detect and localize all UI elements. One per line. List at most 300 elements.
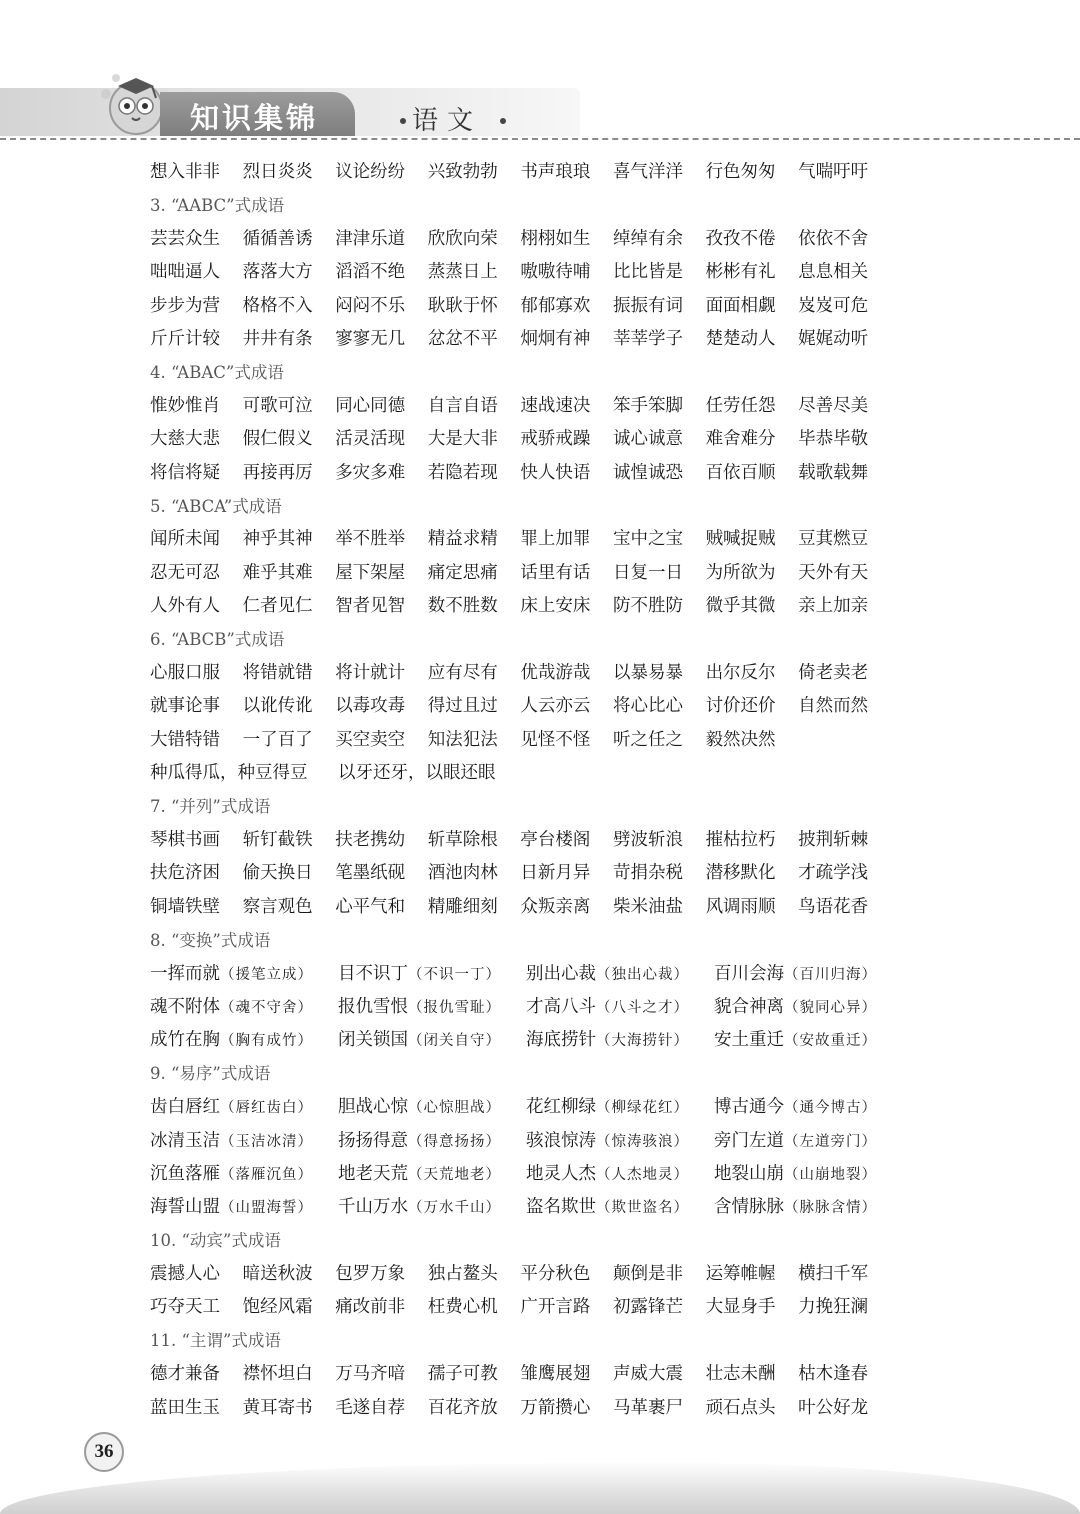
idiom: 报仇雪恨 bbox=[338, 996, 408, 1017]
idiom: 初露锋芒 bbox=[612, 1297, 683, 1318]
idiom-variant: （万水千山） bbox=[408, 1200, 501, 1217]
idiom-row bbox=[150, 1389, 1050, 1422]
header-subject: 语文 bbox=[412, 106, 483, 136]
idiom: 海底捞针 bbox=[526, 1030, 596, 1051]
idiom-row bbox=[150, 288, 1050, 321]
idiom-pair bbox=[526, 960, 714, 985]
idiom-variant: （左道旁门） bbox=[784, 1133, 877, 1150]
idiom: 书声琅琅 bbox=[520, 162, 591, 183]
idiom: 孜孜不倦 bbox=[705, 228, 776, 249]
idiom: 床上安床 bbox=[520, 596, 591, 617]
idiom: 以讹传讹 bbox=[242, 696, 313, 717]
idiom: 扶危济困 bbox=[150, 863, 220, 884]
idiom-variant: （独出心裁） bbox=[596, 966, 689, 983]
idiom: 豆萁燃豆 bbox=[798, 529, 869, 550]
idiom: 难乎其难 bbox=[242, 562, 313, 583]
idiom: 沉鱼落雁 bbox=[150, 1163, 220, 1184]
section-heading: 7. “并列”式成语 bbox=[150, 797, 271, 817]
idiom: 盗名欺世 bbox=[526, 1197, 596, 1218]
idiom: 仁者见仁 bbox=[242, 596, 313, 617]
idiom: 津津乐道 bbox=[335, 228, 406, 249]
idiom: 骇浪惊涛 bbox=[526, 1130, 596, 1151]
idiom: 郁郁寡欢 bbox=[520, 295, 591, 316]
idiom: 格格不入 bbox=[242, 295, 313, 316]
idiom-row bbox=[150, 1122, 1050, 1155]
idiom: 人外有人 bbox=[150, 596, 220, 617]
idiom: 芸芸众生 bbox=[150, 228, 220, 249]
idiom: 再接再厉 bbox=[242, 462, 313, 483]
idiom: 活灵活现 bbox=[335, 429, 406, 450]
idiom-row bbox=[150, 1289, 1050, 1322]
idiom: 孺子可教 bbox=[427, 1364, 498, 1385]
idiom: 蓝田生玉 bbox=[150, 1397, 220, 1418]
idiom-variant: （百川归海） bbox=[784, 966, 877, 983]
idiom: 忿忿不平 bbox=[427, 329, 498, 350]
idiom: 可歌可泣 bbox=[242, 395, 313, 416]
idiom: 偷天换日 bbox=[242, 863, 313, 884]
idiom: 地灵人杰 bbox=[526, 1163, 596, 1184]
idiom-variant: （脉脉含情） bbox=[784, 1200, 877, 1217]
idiom: 摧枯拉朽 bbox=[705, 830, 776, 850]
idiom: 胆战心惊 bbox=[338, 1097, 408, 1118]
idiom: 智者见智 bbox=[335, 596, 406, 617]
idiom-row bbox=[150, 1089, 1050, 1122]
idiom: 披荆斩棘 bbox=[798, 830, 869, 850]
idiom: 气喘吁吁 bbox=[798, 162, 869, 183]
idiom-pair bbox=[338, 1026, 526, 1051]
section-heading: 3. “AABC”式成语 bbox=[150, 196, 285, 216]
idiom-pair bbox=[526, 1193, 714, 1218]
idiom: 载歌载舞 bbox=[798, 462, 869, 483]
idiom: 日复一日 bbox=[612, 562, 683, 583]
idiom-row bbox=[150, 388, 1050, 421]
idiom-pair bbox=[150, 960, 338, 985]
idiom: 扶老携幼 bbox=[335, 830, 406, 850]
idiom: 黄耳寄书 bbox=[242, 1397, 313, 1418]
idiom: 贼喊捉贼 bbox=[705, 529, 776, 550]
idiom: 速战速决 bbox=[520, 395, 591, 416]
idiom-variant: （人杰地灵） bbox=[596, 1166, 689, 1183]
idiom: 自言自语 bbox=[427, 395, 498, 416]
idiom: 应有尽有 bbox=[427, 663, 498, 684]
idiom-pair bbox=[526, 1026, 714, 1051]
idiom: 大慈大悲 bbox=[150, 429, 220, 450]
idiom: 诚惶诚恐 bbox=[612, 462, 683, 483]
idiom: 罪上加罪 bbox=[520, 529, 591, 550]
idiom-row bbox=[150, 455, 1050, 488]
idiom: 襟怀坦白 bbox=[242, 1364, 313, 1385]
idiom: 息息相关 bbox=[798, 262, 869, 283]
idiom-row bbox=[150, 321, 1050, 354]
idiom: 花红柳绿 bbox=[526, 1097, 596, 1118]
idiom: 鸟语花香 bbox=[798, 896, 869, 917]
idiom: 雏鹰展翅 bbox=[520, 1364, 591, 1385]
idiom-row bbox=[150, 989, 1050, 1022]
idiom-row bbox=[150, 521, 1050, 554]
idiom: 行色匆匆 bbox=[705, 162, 776, 183]
idiom-variant: （魂不守舍） bbox=[220, 999, 313, 1016]
idiom: 莘莘学子 bbox=[612, 329, 683, 350]
header-dot bbox=[400, 118, 406, 124]
idiom-pair bbox=[714, 1093, 902, 1118]
idiom-row bbox=[150, 221, 1050, 254]
idiom-row bbox=[150, 555, 1050, 588]
idiom: 枯木逢春 bbox=[798, 1364, 869, 1385]
idiom: 举不胜举 bbox=[335, 529, 406, 550]
idiom-variant: （闭关自守） bbox=[408, 1033, 501, 1050]
idiom: 扬扬得意 bbox=[338, 1130, 408, 1151]
idiom: 斩钉截铁 bbox=[242, 830, 313, 850]
page-header bbox=[0, 0, 1080, 150]
idiom: 大显身手 bbox=[705, 1297, 776, 1318]
idiom: 将心比心 bbox=[612, 696, 683, 717]
section-heading: 10. “动宾”式成语 bbox=[150, 1231, 281, 1251]
idiom: 海誓山盟 bbox=[150, 1197, 220, 1218]
idiom-pair bbox=[150, 1160, 338, 1185]
idiom: 难舍难分 bbox=[705, 429, 776, 450]
idiom: 井井有条 bbox=[242, 329, 313, 350]
idiom: 才高八斗 bbox=[526, 996, 596, 1017]
idiom: 百花齐放 bbox=[427, 1397, 498, 1418]
idiom: 绰绰有余 bbox=[612, 228, 683, 249]
idiom: 讨价还价 bbox=[705, 696, 776, 717]
idiom: 屋下架屋 bbox=[335, 562, 406, 583]
idiom-variant: （通今博古） bbox=[784, 1100, 877, 1117]
idiom: 神乎其神 bbox=[242, 529, 313, 550]
idiom-row bbox=[150, 154, 1050, 187]
idiom: 痛定思痛 bbox=[427, 562, 498, 583]
idiom-pair bbox=[338, 1127, 526, 1152]
idiom: 振振有词 bbox=[612, 295, 683, 316]
idiom: 大错特错 bbox=[150, 729, 220, 750]
idiom: 柴米油盐 bbox=[612, 896, 683, 917]
idiom-variant: （心惊胆战） bbox=[408, 1100, 501, 1117]
idiom-variant: （柳绿花红） bbox=[596, 1100, 689, 1117]
idiom: 微乎其微 bbox=[705, 596, 776, 617]
section-heading: 6. “ABCB”式成语 bbox=[150, 630, 285, 650]
idiom-pair bbox=[150, 1026, 338, 1051]
idiom-variant: （欺世盗名） bbox=[596, 1200, 689, 1217]
header-dot bbox=[500, 118, 506, 124]
idiom-variant: （山崩地裂） bbox=[784, 1166, 877, 1183]
idiom: 目不识丁 bbox=[338, 963, 408, 984]
idiom-pair bbox=[150, 993, 338, 1018]
idiom: 忍无可忍 bbox=[150, 562, 220, 583]
idiom-row bbox=[150, 655, 1050, 688]
idiom: 风调雨顺 bbox=[705, 896, 776, 917]
idiom-content bbox=[150, 154, 1050, 1423]
idiom: 心服口服 bbox=[150, 663, 220, 684]
idiom: 若隐若现 bbox=[427, 462, 498, 483]
idiom: 毅然决然 bbox=[705, 729, 776, 750]
idiom-pair bbox=[338, 960, 526, 985]
idiom-variant: （不识一丁） bbox=[408, 966, 501, 983]
idiom: 潜移默化 bbox=[705, 863, 776, 884]
idiom: 成竹在胸 bbox=[150, 1030, 220, 1051]
idiom: 一挥而就 bbox=[150, 963, 220, 984]
idiom: 声威大震 bbox=[612, 1364, 683, 1385]
idiom: 宝中之宝 bbox=[612, 529, 683, 550]
idiom-variant: （报仇雪耻） bbox=[408, 999, 501, 1016]
idiom: 苛捐杂税 bbox=[612, 863, 683, 884]
idiom-row bbox=[150, 1356, 1050, 1389]
idiom: 以暴易暴 bbox=[612, 663, 683, 684]
idiom: 德才兼备 bbox=[150, 1364, 220, 1385]
idiom: 颠倒是非 bbox=[612, 1264, 683, 1285]
idiom: 魂不附体 bbox=[150, 996, 220, 1017]
idiom: 心平气和 bbox=[335, 896, 406, 917]
idiom: 楚楚动人 bbox=[705, 329, 776, 350]
idiom-pair bbox=[714, 1127, 902, 1152]
idiom: 万箭攒心 bbox=[520, 1397, 591, 1418]
idiom-pair bbox=[526, 1093, 714, 1118]
header-dashed-divider bbox=[0, 138, 1080, 140]
idiom: 平分秋色 bbox=[520, 1264, 591, 1285]
idiom: 惟妙惟肖 bbox=[150, 395, 220, 416]
idiom: 笨手笨脚 bbox=[612, 395, 683, 416]
idiom-row bbox=[150, 254, 1050, 287]
idiom: 独占鳌头 bbox=[427, 1264, 498, 1285]
idiom-row bbox=[150, 1189, 1050, 1222]
idiom: 闭关锁国 bbox=[338, 1030, 408, 1051]
idiom: 巧夺天工 bbox=[150, 1297, 220, 1318]
idiom: 步步为营 bbox=[150, 295, 220, 316]
idiom-variant: （落雁沉鱼） bbox=[220, 1166, 313, 1183]
idiom: 琴棋书画 bbox=[150, 830, 220, 850]
idiom-pair bbox=[338, 1160, 526, 1185]
idiom-pair bbox=[150, 1093, 338, 1118]
idiom: 大是大非 bbox=[427, 429, 498, 450]
idiom: 快人快语 bbox=[520, 462, 591, 483]
idiom: 比比皆是 bbox=[612, 262, 683, 283]
idiom: 戒骄戒躁 bbox=[520, 429, 591, 450]
idiom: 咄咄逼人 bbox=[150, 262, 220, 283]
idiom: 欣欣向荣 bbox=[427, 228, 498, 249]
idiom: 想入非非 bbox=[150, 162, 220, 183]
idiom: 诚心诚意 bbox=[612, 429, 683, 450]
idiom-row bbox=[150, 588, 1050, 621]
idiom: 痛改前非 bbox=[335, 1297, 406, 1318]
idiom: 栩栩如生 bbox=[520, 228, 591, 249]
idiom: 人云亦云 bbox=[520, 696, 591, 717]
idiom: 毕恭毕敬 bbox=[798, 429, 869, 450]
idiom: 千山万水 bbox=[338, 1197, 408, 1218]
idiom: 喜气洋洋 bbox=[612, 162, 683, 183]
idiom: 精雕细刻 bbox=[427, 896, 498, 917]
idiom: 烈日炎炎 bbox=[242, 162, 313, 183]
idiom-pair bbox=[150, 1193, 338, 1218]
idiom: 优哉游哉 bbox=[520, 663, 591, 684]
idiom: 博古通今 bbox=[714, 1097, 784, 1118]
idiom: 闷闷不乐 bbox=[335, 295, 406, 316]
idiom: 滔滔不绝 bbox=[335, 262, 406, 283]
idiom: 地老天荒 bbox=[338, 1163, 408, 1184]
idiom: 见怪不怪 bbox=[520, 729, 591, 750]
idiom: 尽善尽美 bbox=[798, 395, 869, 416]
idiom-variant: （天荒地老） bbox=[408, 1166, 501, 1183]
idiom: 众叛亲离 bbox=[520, 896, 591, 917]
idiom: 多灾多难 bbox=[335, 462, 406, 483]
idiom-row bbox=[150, 421, 1050, 454]
idiom: 横扫千军 bbox=[798, 1264, 869, 1285]
idiom: 毛遂自荐 bbox=[335, 1397, 406, 1418]
idiom: 耿耿于怀 bbox=[427, 295, 498, 316]
page-number: 36 bbox=[84, 1432, 124, 1472]
idiom: 彬彬有礼 bbox=[705, 262, 776, 283]
idiom: 日新月异 bbox=[520, 863, 591, 884]
idiom: 蒸蒸日上 bbox=[427, 262, 498, 283]
idiom-row bbox=[150, 889, 1050, 922]
idiom: 壮志未酬 bbox=[705, 1364, 776, 1385]
idiom: 得过且过 bbox=[427, 696, 498, 717]
idiom-pair bbox=[338, 1093, 526, 1118]
idiom: 假仁假义 bbox=[242, 429, 313, 450]
section-heading: 11. “主谓”式成语 bbox=[150, 1331, 281, 1351]
idiom: 力挽狂澜 bbox=[798, 1297, 869, 1318]
section-heading: 5. “ABCA”式成语 bbox=[150, 496, 282, 516]
idiom: 议论纷纷 bbox=[335, 162, 406, 183]
idiom: 同心同德 bbox=[335, 395, 406, 416]
idiom-variant: （胸有成竹） bbox=[220, 1033, 313, 1050]
idiom: 安土重迁 bbox=[714, 1030, 784, 1051]
idiom: 地裂山崩 bbox=[714, 1163, 784, 1184]
idiom: 才疏学浅 bbox=[798, 863, 869, 884]
idiom: 酒池肉林 bbox=[427, 863, 498, 884]
idiom: 貌合神离 bbox=[714, 996, 784, 1017]
idiom: 闻所未闻 bbox=[150, 529, 220, 550]
idiom: 兴致勃勃 bbox=[427, 162, 498, 183]
idiom: 倚老卖老 bbox=[798, 663, 869, 684]
idiom-variant: （唇红齿白） bbox=[220, 1100, 313, 1117]
idiom: 话里有话 bbox=[520, 562, 591, 583]
idiom-pair bbox=[714, 1160, 902, 1185]
idiom-row bbox=[150, 755, 1050, 788]
idiom-row bbox=[150, 955, 1050, 988]
idiom: 知法犯法 bbox=[427, 729, 498, 750]
idiom-row bbox=[150, 1256, 1050, 1289]
idiom: 听之任之 bbox=[612, 729, 683, 750]
idiom-variant: （援笔立成） bbox=[220, 966, 313, 983]
idiom: 铜墙铁壁 bbox=[150, 896, 220, 917]
idiom: 广开言路 bbox=[520, 1297, 591, 1318]
idiom: 百依百顺 bbox=[705, 462, 776, 483]
idiom: 循循善诱 bbox=[242, 228, 313, 249]
idiom: 顽石点头 bbox=[705, 1397, 776, 1418]
idiom: 别出心裁 bbox=[526, 963, 596, 984]
idiom: 察言观色 bbox=[242, 896, 313, 917]
idiom: 暗送秋波 bbox=[242, 1264, 313, 1285]
idiom-pair bbox=[714, 993, 902, 1018]
idiom-pair bbox=[338, 1193, 526, 1218]
idiom: 叶公好龙 bbox=[798, 1397, 869, 1418]
idiom: 亲上加亲 bbox=[798, 596, 869, 617]
idiom: 种瓜得瓜，种豆得豆 bbox=[150, 763, 308, 784]
idiom: 冰清玉洁 bbox=[150, 1130, 220, 1151]
idiom: 为所欲为 bbox=[705, 562, 776, 583]
idiom-pair bbox=[714, 1026, 902, 1051]
idiom-row bbox=[150, 722, 1050, 755]
idiom: 寥寥无几 bbox=[335, 329, 406, 350]
header-title: 知识集锦 bbox=[190, 101, 319, 135]
idiom: 以牙还牙，以眼还眼 bbox=[338, 763, 496, 784]
idiom-variant: （大海捞针） bbox=[596, 1033, 689, 1050]
idiom-row bbox=[150, 822, 1050, 855]
idiom-variant: （得意扬扬） bbox=[408, 1133, 501, 1150]
idiom: 岌岌可危 bbox=[798, 295, 869, 316]
idiom: 一了百了 bbox=[242, 729, 313, 750]
idiom: 万马齐喑 bbox=[335, 1364, 406, 1385]
idiom: 将信将疑 bbox=[150, 462, 220, 483]
idiom: 数不胜数 bbox=[427, 596, 498, 617]
idiom: 将错就错 bbox=[242, 663, 313, 684]
idiom-variant: （惊涛骇浪） bbox=[596, 1133, 689, 1150]
section-heading: 8. “变换”式成语 bbox=[150, 930, 271, 950]
idiom: 枉费心机 bbox=[427, 1297, 498, 1318]
idiom: 落落大方 bbox=[242, 262, 313, 283]
idiom: 任劳任怨 bbox=[705, 395, 776, 416]
idiom: 包罗万象 bbox=[335, 1264, 406, 1285]
idiom: 面面相觑 bbox=[705, 295, 776, 316]
idiom-pair bbox=[526, 1160, 714, 1185]
idiom: 笔墨纸砚 bbox=[335, 863, 406, 884]
idiom: 自然而然 bbox=[798, 696, 869, 717]
idiom-variant: （山盟海誓） bbox=[220, 1200, 313, 1217]
idiom: 依依不舍 bbox=[798, 228, 869, 249]
idiom-pair bbox=[714, 960, 902, 985]
idiom: 就事论事 bbox=[150, 696, 220, 717]
idiom: 斤斤计较 bbox=[150, 329, 220, 350]
idiom: 斩草除根 bbox=[427, 830, 498, 850]
idiom-row bbox=[150, 855, 1050, 888]
idiom: 马革裹尸 bbox=[612, 1397, 683, 1418]
idiom: 旁门左道 bbox=[714, 1130, 784, 1151]
idiom: 精益求精 bbox=[427, 529, 498, 550]
idiom: 亭台楼阁 bbox=[520, 830, 591, 850]
idiom: 以毒攻毒 bbox=[335, 696, 406, 717]
idiom: 出尔反尔 bbox=[705, 663, 776, 684]
footer-swoosh bbox=[0, 1462, 1080, 1514]
idiom: 娓娓动听 bbox=[798, 329, 869, 350]
idiom: 炯炯有神 bbox=[520, 329, 591, 350]
idiom-pair bbox=[526, 1127, 714, 1152]
idiom: 震撼人心 bbox=[150, 1264, 220, 1285]
idiom: 买空卖空 bbox=[335, 729, 406, 750]
idiom: 防不胜防 bbox=[612, 596, 683, 617]
section-heading: 9. “易序”式成语 bbox=[150, 1064, 271, 1084]
idiom-pair bbox=[526, 993, 714, 1018]
idiom: 含情脉脉 bbox=[714, 1197, 784, 1218]
section-heading: 4. “ABAC”式成语 bbox=[150, 363, 284, 383]
idiom: 饱经风霜 bbox=[242, 1297, 313, 1318]
idiom: 齿白唇红 bbox=[150, 1097, 220, 1118]
idiom-pair bbox=[714, 1193, 902, 1218]
idiom: 百川会海 bbox=[714, 963, 784, 984]
idiom-variant: （貌同心异） bbox=[784, 999, 877, 1016]
idiom-variant: （八斗之才） bbox=[596, 999, 689, 1016]
idiom-row bbox=[150, 1156, 1050, 1189]
idiom-row bbox=[150, 688, 1050, 721]
idiom-variant: （玉洁冰清） bbox=[220, 1133, 313, 1150]
idiom-pair bbox=[150, 1127, 338, 1152]
idiom-variant: （安故重迁） bbox=[784, 1033, 877, 1050]
idiom: 嗷嗷待哺 bbox=[520, 262, 591, 283]
idiom: 劈波斩浪 bbox=[612, 830, 683, 850]
idiom: 将计就计 bbox=[335, 663, 406, 684]
idiom: 运筹帷幄 bbox=[705, 1264, 776, 1285]
idiom: 天外有天 bbox=[798, 562, 869, 583]
idiom-pair bbox=[338, 993, 526, 1018]
idiom-row bbox=[150, 1022, 1050, 1055]
